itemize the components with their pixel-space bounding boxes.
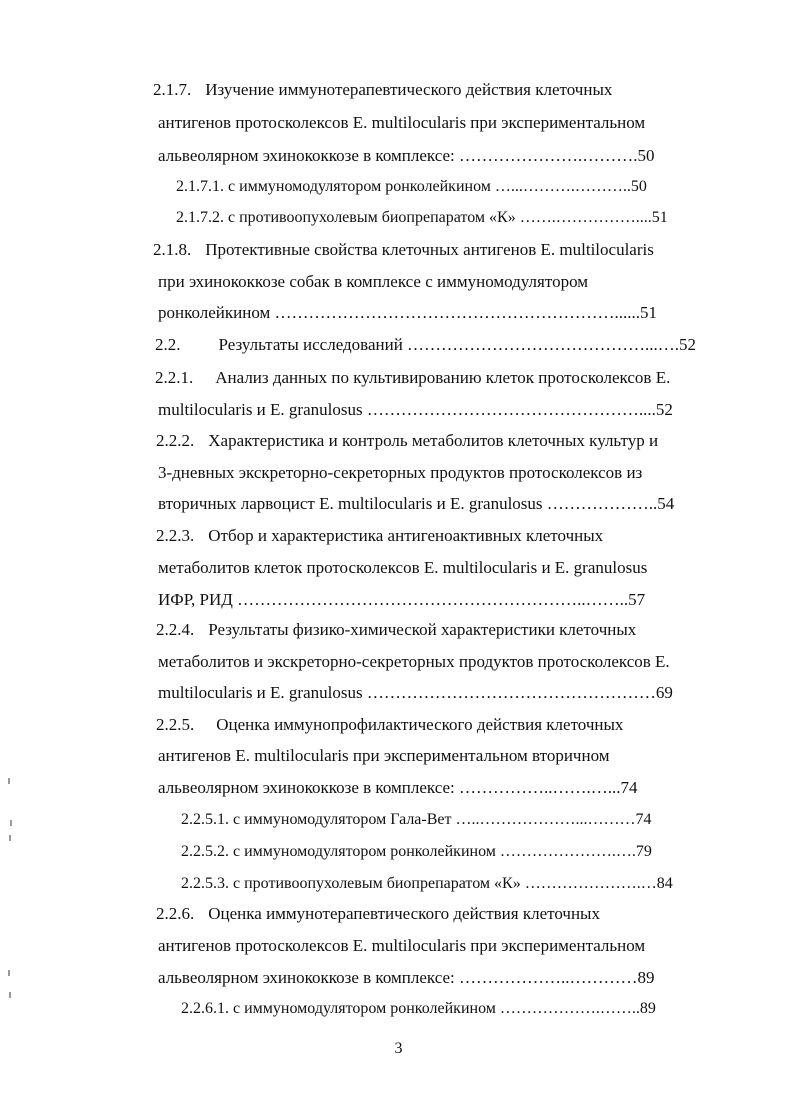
- toc-entry-2-1-7-1: 2.1.7.1. с иммуномодулятором ронколейкином …...……….………..50: [176, 178, 647, 195]
- toc-entry-title: Протективные свойства клеточных антигенов E. multilocularis: [205, 240, 654, 259]
- toc-entry-2-2-4-line-3: multilocularis и E. granulosus ……………………………………………69: [158, 683, 673, 702]
- toc-entry-2-2-2-line-2: 3-дневных экскреторно-секреторных продуктов протосколексов из: [158, 463, 643, 482]
- toc-entry-2-2: [155, 335, 696, 355]
- toc-entry-number: 2.2.5.: [156, 715, 195, 734]
- toc-entry-2-2-1-line-2: multilocularis и E. granulosus …………………………………………....52: [158, 400, 673, 419]
- toc-entry-2-2-1-line-1: [155, 368, 670, 388]
- toc-entry-2-1-8-line-2: при эхинококкозе собак в комплексе с иммуномодулятором: [158, 272, 588, 291]
- scan-speck: [9, 835, 11, 841]
- toc-entry-number: 2.2.3.: [156, 526, 195, 545]
- toc-entry-title: Изучение иммунотерапевтического действия клеточных: [205, 80, 613, 99]
- scan-speck: [8, 970, 10, 976]
- scan-speck: [9, 992, 11, 998]
- toc-entry-title: Анализ данных по культивированию клеток протосколексов E.: [215, 368, 671, 387]
- toc-entry-title: Оценка иммунопрофилактического действия клеточных: [216, 715, 624, 734]
- toc-entry-number: 2.2.2.: [156, 431, 195, 450]
- toc-entry-2-2-3-line-2: метаболитов клеток протосколексов E. multilocularis и E. granulosus: [158, 558, 648, 577]
- toc-entry-2-2-4-line-2: метаболитов и экскреторно-секреторных продуктов протосколексов E.: [158, 652, 670, 671]
- toc-entry-2-2-6-line-2: антигенов протосколексов E. multilocularis при экспериментальном: [158, 936, 646, 955]
- toc-entry-2-1-7-2: 2.1.7.2. с противоопухолевым биопрепаратом «К» …….……………....51: [176, 209, 668, 226]
- toc-entry-2-1-8-line-1: [153, 240, 654, 260]
- toc-entry-title: Результаты исследований ……………………………………...….52: [218, 335, 697, 354]
- scan-speck: [8, 778, 10, 784]
- toc-entry-2-2-5-1: 2.2.5.1. с иммуномодулятором Гала-Вет …..………………...………74: [181, 811, 652, 828]
- toc-entry-2-2-6-1: 2.2.6.1. с иммуномодулятором ронколейкином ……………….……..89: [181, 1000, 656, 1017]
- toc-entry-number: 2.2.1.: [155, 368, 194, 387]
- toc-entry-2-2-5-line-1: [156, 715, 623, 735]
- toc-entry-2-1-7-line-3: альвеолярном эхинококкозе в комплексе: ………………….……….50: [158, 146, 655, 165]
- page-number: 3: [394, 1040, 403, 1057]
- toc-entry-2-2-2-line-3: вторичных ларвоцист E. multilocularis и E. granulosus ………………..54: [158, 494, 675, 513]
- toc-entry-number: 2.1.8.: [153, 240, 192, 259]
- toc-entry-title: Результаты физико-химической характеристики клеточных: [208, 620, 637, 639]
- toc-entry-title: Отбор и характеристика антигеноактивных клеточных: [208, 526, 604, 545]
- toc-entry-2-2-4-line-1: [156, 620, 636, 640]
- toc-entry-2-2-5-2: 2.2.5.2. с иммуномодулятором ронколейкином ………………….….79: [181, 843, 652, 860]
- toc-entry-2-2-5-line-3: альвеолярном эхинококкозе в комплексе: ……………..…….…...74: [158, 778, 638, 797]
- toc-entry-title: Оценка иммунотерапевтического действия клеточных: [208, 904, 600, 923]
- toc-entry-2-1-7-line-2: антигенов протосколексов E. multilocularis при экспериментальном: [158, 113, 646, 132]
- toc-entry-2-2-2-line-1: [156, 431, 658, 451]
- toc-entry-number: 2.2.4.: [156, 620, 195, 639]
- toc-entry-number: 2.2.: [155, 335, 181, 354]
- toc-entry-2-2-6-line-3: альвеолярном эхинококкозе в комплексе: ………………..…………89: [158, 968, 655, 987]
- toc-entry-title: Характеристика и контроль метаболитов клеточных культур и: [208, 431, 659, 450]
- toc-entry-2-2-3-line-1: [156, 526, 603, 546]
- toc-entry-number: 2.2.6.: [156, 904, 195, 923]
- toc-entry-2-2-6-line-1: [156, 904, 600, 924]
- toc-entry-2-2-5-line-2: антигенов E. multilocularis при экспериментальном вторичном: [158, 746, 610, 765]
- toc-entry-2-2-3-line-3: ИФР, РИД ……………………………………………………..……..57: [158, 590, 646, 609]
- scan-speck: [10, 820, 12, 826]
- toc-entry-2-2-5-3: 2.2.5.3. с противоопухолевым биопрепаратом «К» ………………….…84: [181, 875, 673, 892]
- toc-entry-number: 2.1.7.: [153, 80, 192, 99]
- toc-entry-2-1-7-line-1: [153, 80, 612, 100]
- toc-entry-2-1-8-line-3: ронколейкином ……………………………………………………......51: [158, 303, 658, 322]
